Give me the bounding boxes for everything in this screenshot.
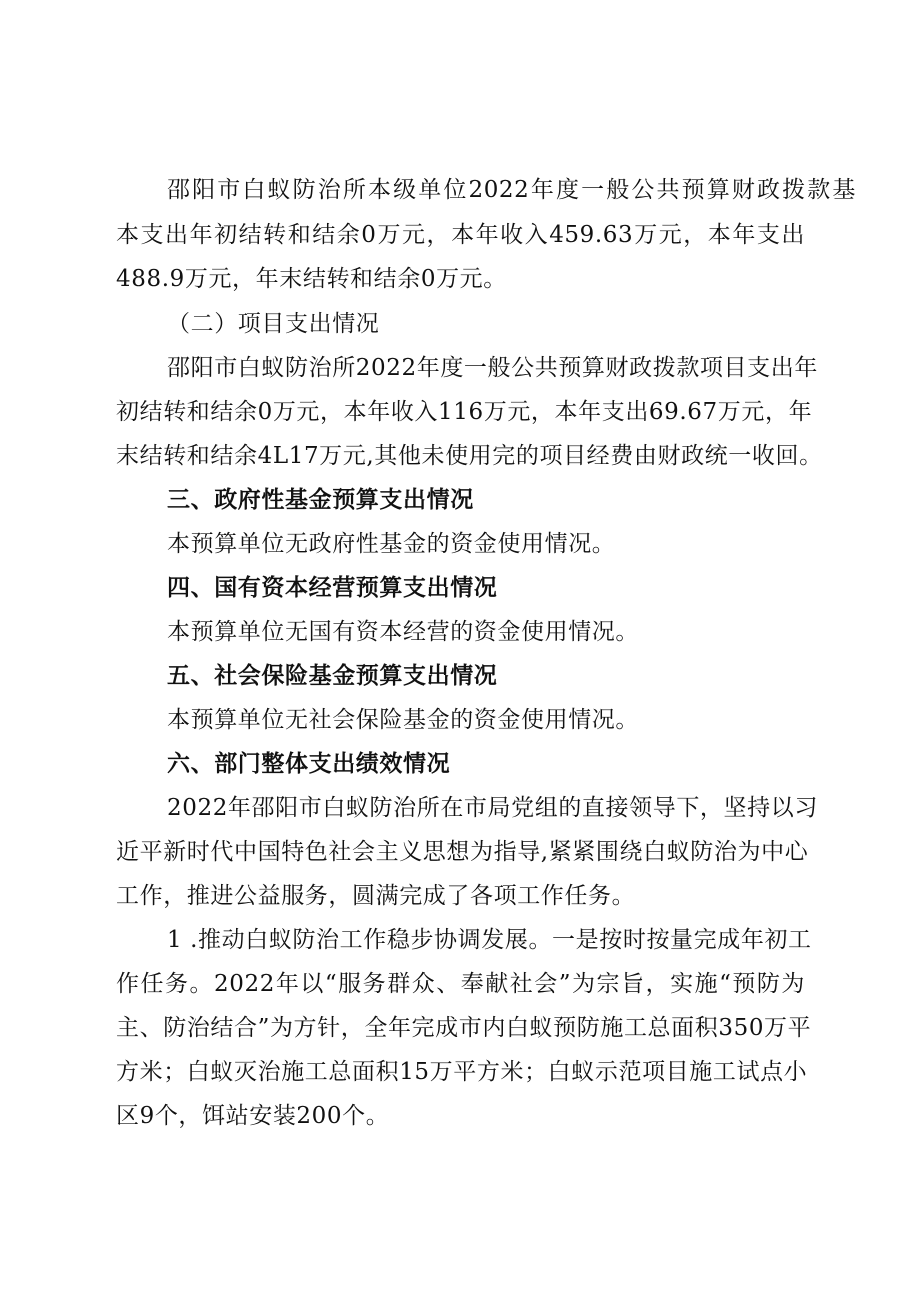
paragraph-project-expenditure-line-2: 初结转和结余0万元，本年收入116万元，本年支出69.67万元，年	[116, 399, 813, 425]
paragraph-termite-work-line-3: 主、防治结合”为方针，全年完成市内白蚁预防施工总面积350万平	[116, 1015, 812, 1041]
paragraph-termite-work-line-1: 1 .推动白蚁防治工作稳步协调发展。一是按时按量完成年初工	[167, 927, 812, 953]
paragraph-project-expenditure-line-3: 末结转和结余4L17万元,其他未使用完的项目经费由财政统一收回。	[116, 443, 823, 469]
paragraph-government-fund: 本预算单位无政府性基金的资金使用情况。	[167, 531, 616, 557]
paragraph-performance-line-2: 近平新时代中国特色社会主义思想为指导,紧紧围绕白蚁防治为中心	[116, 839, 809, 865]
paragraph-basic-expenditure-line-1: 邵阳市白蚁防治所本级单位2022年度一般公共预算财政拨款基	[167, 177, 856, 203]
paragraph-social-insurance: 本预算单位无社会保险基金的资金使用情况。	[167, 707, 639, 733]
paragraph-termite-work-line-2: 作任务。2022年以“服务群众、奉献社会”为宗旨，实施“预防为	[116, 971, 805, 997]
paragraph-state-capital: 本预算单位无国有资本经营的资金使用情况。	[167, 619, 639, 645]
heading-state-capital: 四、国有资本经营预算支出情况	[167, 574, 498, 601]
subheading-project-expenditure: （二）项目支出情况	[167, 311, 380, 337]
paragraph-project-expenditure-line-1: 邵阳市白蚁防治所2022年度一般公共预算财政拨款项目支出年	[167, 355, 818, 381]
paragraph-termite-work-line-5: 区9个，饵站安装200个。	[116, 1103, 390, 1129]
heading-government-fund: 三、政府性基金预算支出情况	[167, 486, 474, 513]
paragraph-basic-expenditure-line-3: 488.9万元，年末结转和结余0万元。	[116, 266, 507, 292]
heading-social-insurance: 五、社会保险基金预算支出情况	[167, 662, 498, 689]
paragraph-performance-line-3: 工作，推进公益服务，圆满完成了各项工作任务。	[116, 883, 636, 909]
heading-performance: 六、部门整体支出绩效情况	[167, 750, 451, 777]
paragraph-performance-line-1: 2022年邵阳市白蚁防治所在市局党组的直接领导下，坚持以习	[167, 795, 818, 821]
paragraph-basic-expenditure-line-2: 本支出年初结转和结余0万元，本年收入459.63万元，本年支出	[116, 222, 805, 248]
paragraph-termite-work-line-4: 方米；白蚁灭治施工总面积15万平方米；白蚁示范项目施工试点小	[116, 1059, 808, 1085]
